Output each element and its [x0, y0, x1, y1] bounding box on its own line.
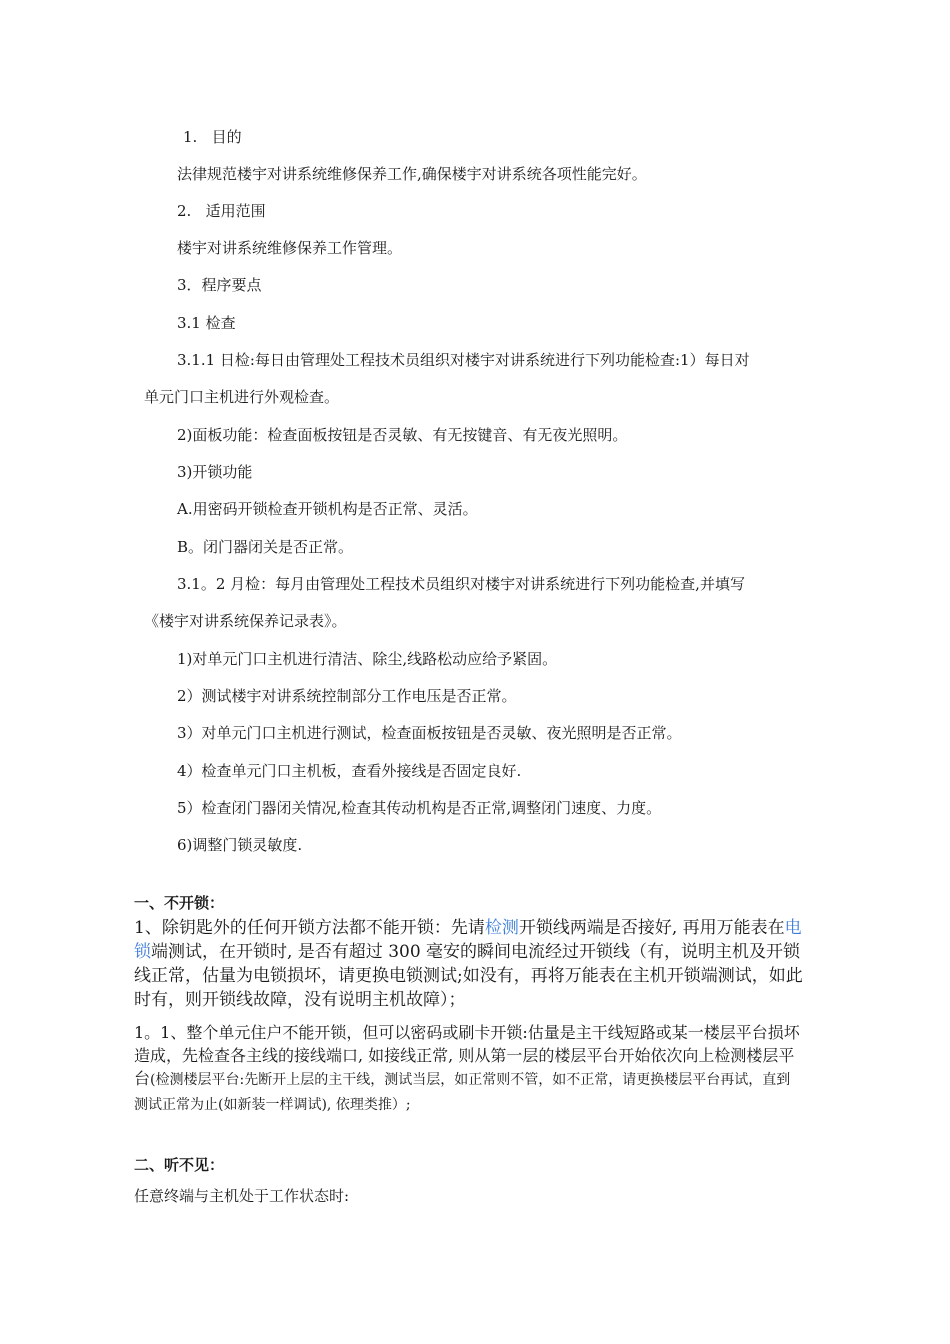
section-1-heading [183, 127, 242, 147]
list-item: B。闭门器闭关是否正常。 [177, 538, 354, 556]
section-number: 1. [183, 128, 198, 146]
list-item: 4）检查单元门口主机板，查看外接线是否固定良好. [177, 762, 522, 780]
section-3-heading: 3．程序要点 [177, 276, 262, 294]
link-text[interactable]: 检测 [484, 918, 519, 938]
fault-2-heading: 二、听不见： [134, 1156, 225, 1174]
section-title: 适用范围 [205, 202, 266, 220]
section-2-heading [177, 201, 266, 221]
list-item: 3)开锁功能 [177, 463, 253, 481]
fault-1-paragraph-2 [134, 1021, 804, 1117]
list-item: 2)面板功能：检查面板按钮是否灵敏、有无按键音、有无夜光照明。 [177, 426, 628, 444]
list-item: 3）对单元门口主机进行测试，检查面板按钮是否灵敏、夜光照明是否正常。 [177, 724, 682, 742]
list-item: 1)对单元门口主机进行清洁、除尘,线路松动应给予紧固。 [177, 650, 558, 668]
monthly-check-line-2: 《楼宇对讲系统保养记录表》。 [144, 612, 347, 630]
fault-1-paragraph-1 [134, 916, 804, 1012]
list-item: 2）测试楼宇对讲系统控制部分工作电压是否正常。 [177, 687, 517, 705]
link-text[interactable]: 电锁 [134, 918, 802, 962]
monthly-check-line-1: 3.1。2 月检：每月由管理处工程技术员组织对楼宇对讲系统进行下列功能检查,并填写 [177, 575, 745, 593]
daily-check-line-1: 3.1.1 日检:每日由管理处工程技术员组织对楼宇对讲系统进行下列功能检查:1）每日对 [177, 351, 750, 369]
paragraph-text: 开锁线两端是否接好, 再用万能表在 [518, 918, 785, 938]
paragraph-text: (检测楼层平台:先断开上层的主干线，测试当层，如正常则不管，如不正常，请更换楼层平台再试，直到测试正常为止(如新装一样调试), 依理类推）; [134, 1072, 791, 1113]
paragraph-text: 1、除钥匙外的任何开锁方法都不能开锁：先请 [134, 918, 485, 938]
fault-2-body: 任意终端与主机处于工作状态时: [134, 1187, 350, 1205]
section-number: 2. [177, 202, 192, 220]
paragraph-text: 1。1、整个单元住户不能开锁，但可以密码或刷卡开锁:估量是主干线短路或某一楼层平台损坏造成，先检查各主线的接线端口, 如接线正常, 则从第一层的楼层平台开始依次向上检测楼层平台 [134, 1023, 800, 1088]
list-item: 5）检查闭门器闭关情况,检查其传动机构是否正常,调整闭门速度、力度。 [177, 799, 662, 817]
section-title: 目的 [211, 128, 242, 146]
section-1-body: 法律规范楼宇对讲系统维修保养工作,确保楼宇对讲系统各项性能完好。 [177, 165, 647, 183]
section-2-body: 楼宇对讲系统维修保养工作管理。 [177, 239, 403, 257]
paragraph-text: 端测试，在开锁时, 是否有超过 300 毫安的瞬间电流经过开锁线（有，说明主机及开锁线正常，估量为电锁损坏，请更换电锁测试;如没有，再将万能表在主机开锁端测试，如此时有，则开锁线故障，没有说明主机故障）； [134, 942, 803, 1010]
subsection-3-1: 3.1 检查 [177, 314, 236, 332]
list-item: A.用密码开锁检查开锁机构是否正常、灵活。 [177, 500, 478, 518]
daily-check-line-2: 单元门口主机进行外观检查。 [144, 388, 340, 406]
list-item: 6)调整门锁灵敏度. [177, 836, 303, 854]
fault-1-heading: 一、不开锁： [134, 894, 225, 912]
